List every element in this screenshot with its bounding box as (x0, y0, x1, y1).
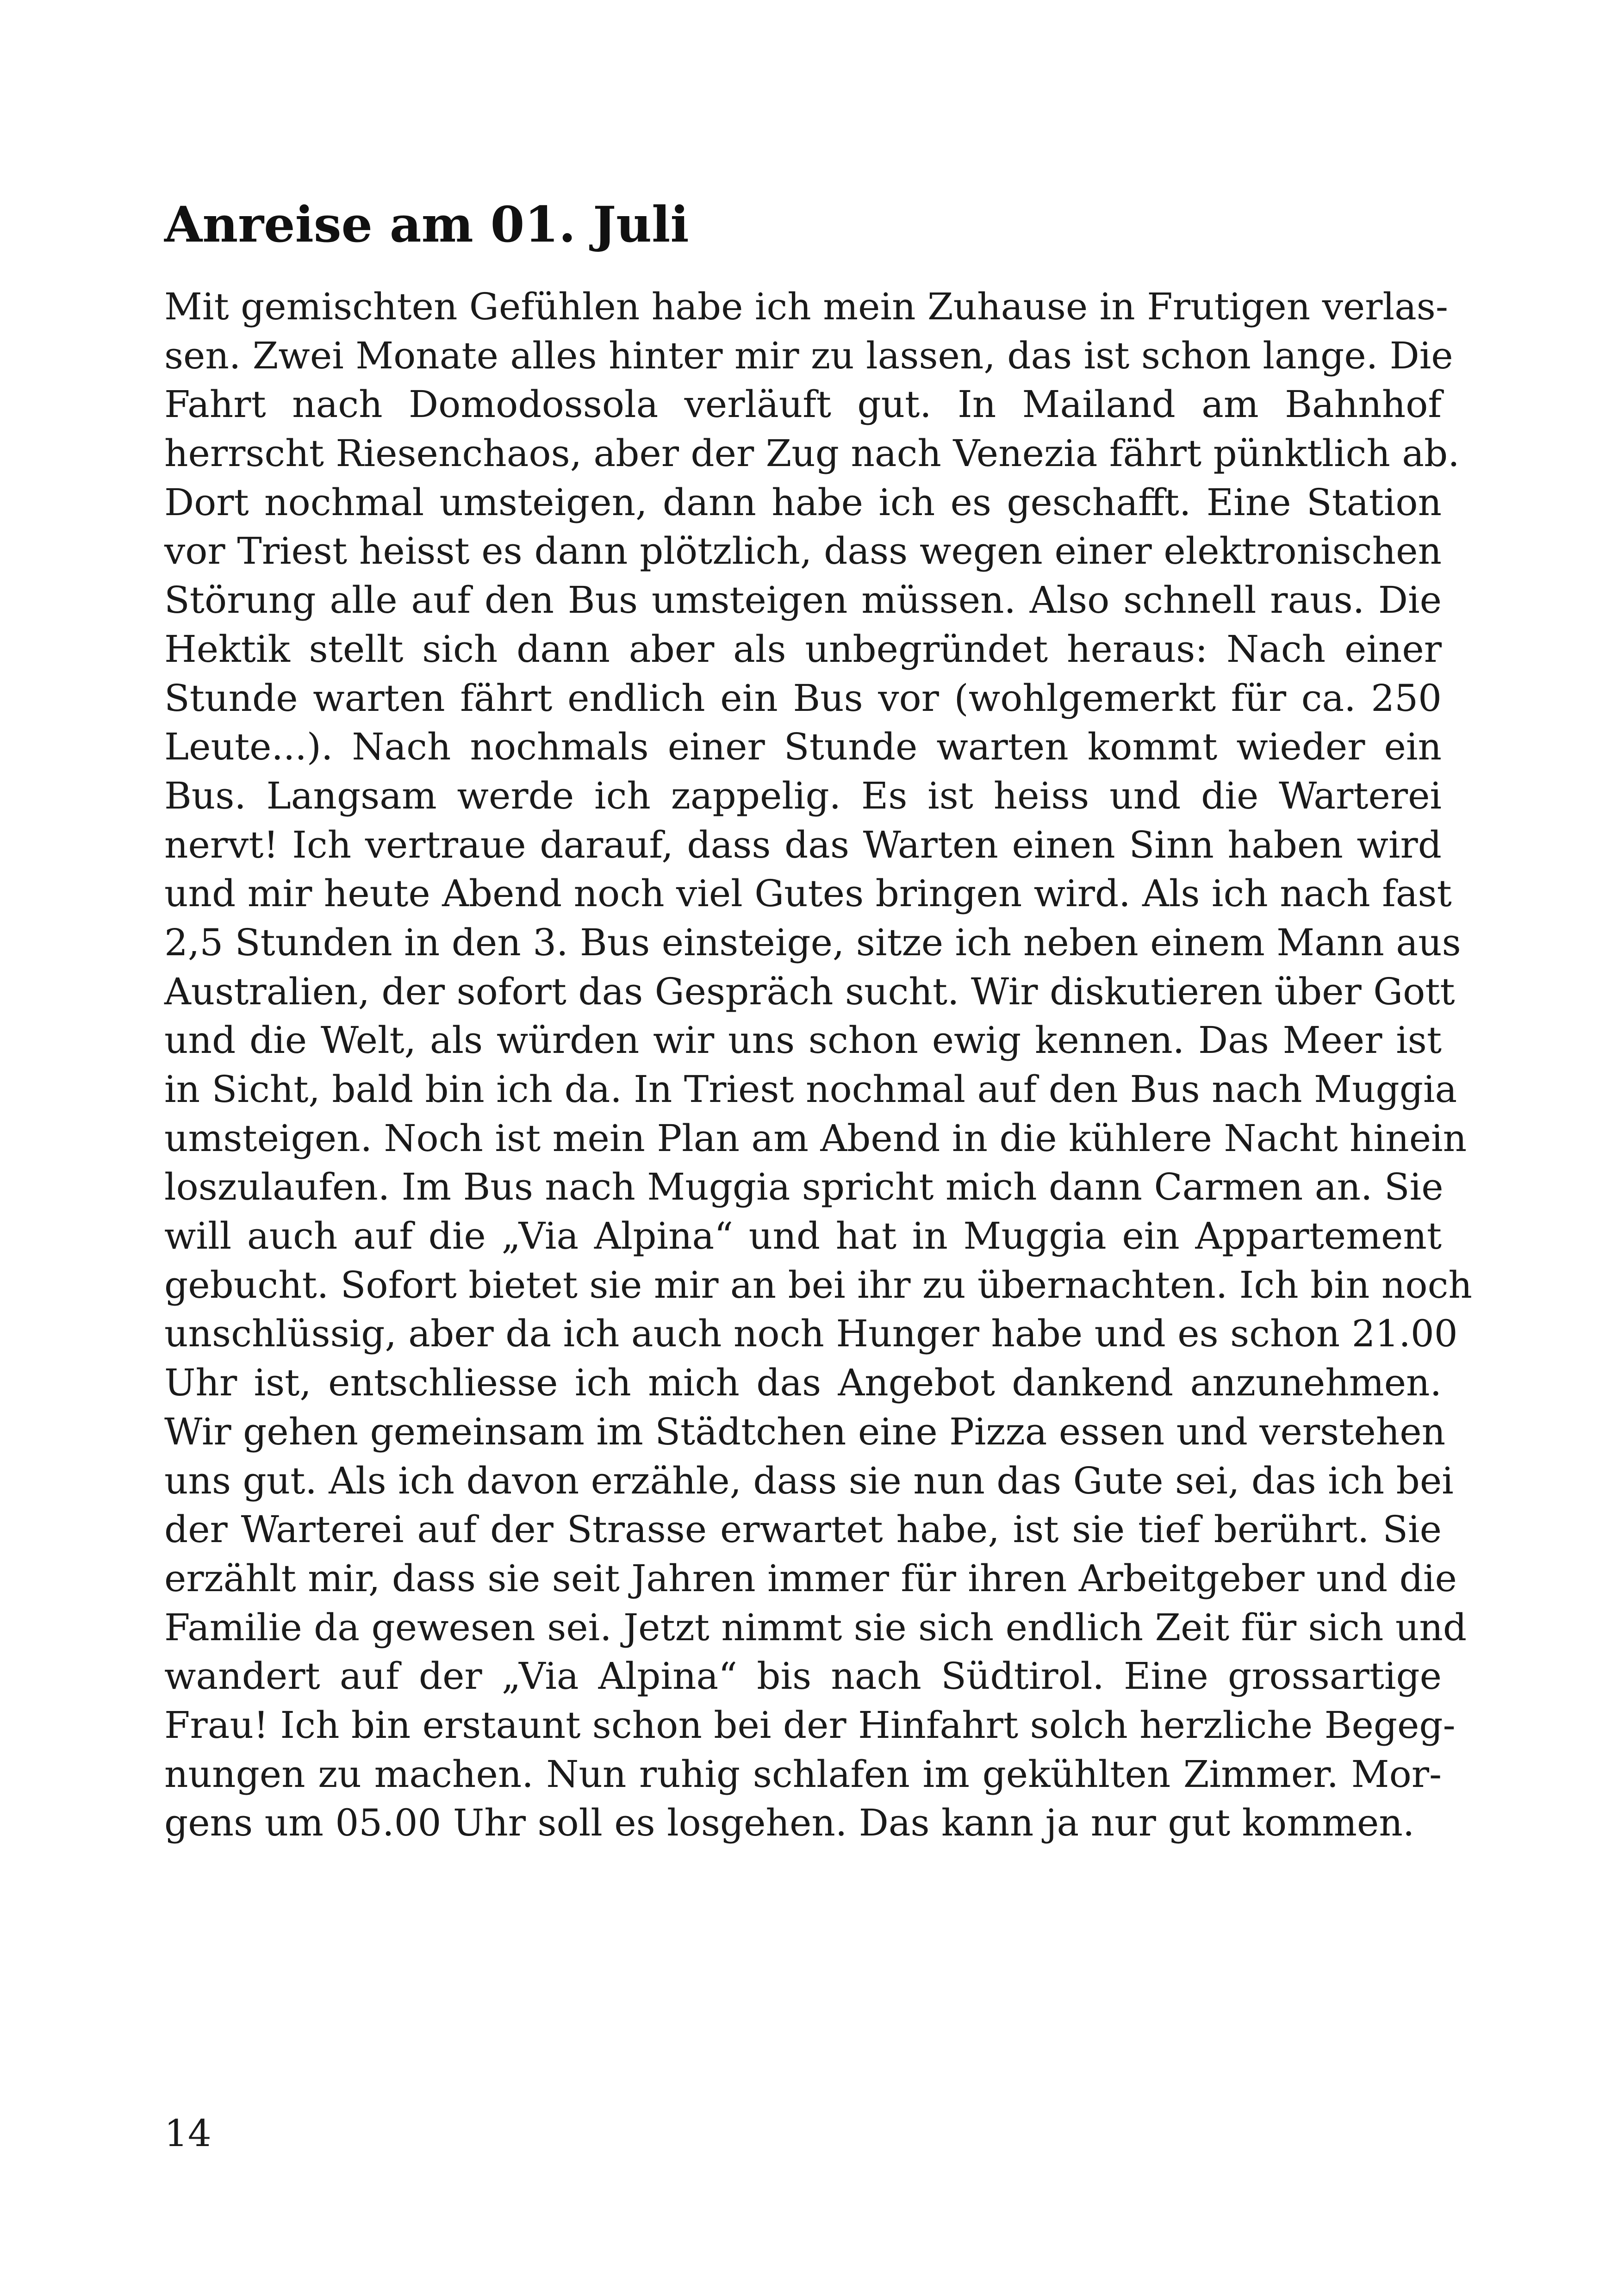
text-line: in Sicht, bald bin ich da. In Triest nochmal auf den Bus nach Muggia (164, 1068, 1457, 1111)
text-line: Australien, der sofort das Gespräch sucht. Wir diskutieren über Gott (164, 970, 1455, 1013)
text-line: erzählt mir, dass sie seit Jahren immer für ihren Arbeitgeber und die (164, 1556, 1457, 1600)
text-line: und die Welt, als würden wir uns schon ewig kennen. Das Meer ist (164, 1019, 1442, 1062)
text-line: vor Triest heisst es dann plötzlich, dass wegen einer elektronischen (164, 529, 1442, 573)
chapter-heading: Anreise am 01. Juli (164, 195, 689, 253)
text-line: Hektik stellt sich dann aber als unbegründet heraus: Nach einer (164, 627, 1442, 671)
text-line: wandert auf der „Via Alpina“ bis nach Südtirol. Eine grossartige (164, 1655, 1442, 1698)
text-line: Fahrt nach Domodossola verläuft gut. In Mailand am Bahnhof (164, 383, 1442, 426)
text-line: loszulaufen. Im Bus nach Muggia spricht mich dann Carmen an. Sie (164, 1165, 1444, 1209)
text-line: uns gut. Als ich davon erzähle, dass sie nun das Gute sei, das ich bei (164, 1459, 1454, 1502)
text-line: 2,5 Stunden in den 3. Bus einsteige, sitze ich neben einem Mann aus (164, 921, 1461, 964)
text-line: Stunde warten fährt endlich ein Bus vor (wohlgemerkt für ca. 250 (164, 676, 1442, 720)
body-paragraph (164, 282, 1472, 1848)
text-line: der Warterei auf der Strasse erwartet habe, ist sie tief berührt. Sie (164, 1508, 1442, 1551)
text-line: will auch auf die „Via Alpina“ und hat in Muggia ein Appartement (164, 1214, 1442, 1258)
text-line: Mit gemischten Gefühlen habe ich mein Zuhause in Frutigen verlas- (164, 285, 1448, 328)
text-line: Leute...). Nach nochmals einer Stunde warten kommt wieder ein (164, 725, 1442, 769)
text-line: gens um 05.00 Uhr soll es losgehen. Das kann ja nur gut kommen. (164, 1801, 1415, 1845)
text-line: Uhr ist, entschliesse ich mich das Angebot dankend anzunehmen. (164, 1361, 1442, 1405)
page-number: 14 (164, 2112, 212, 2155)
text-line: nervt! Ich vertraue darauf, dass das Warten einen Sinn haben wird (164, 823, 1442, 866)
text-line: nungen zu machen. Nun ruhig schlafen im gekühlten Zimmer. Mor- (164, 1752, 1442, 1796)
text-line: herrscht Riesenchaos, aber der Zug nach Venezia fährt pünktlich ab. (164, 432, 1460, 475)
text-line: sen. Zwei Monate alles hinter mir zu lassen, das ist schon lange. Die (164, 334, 1453, 377)
text-line: Bus. Langsam werde ich zappelig. Es ist heiss und die Warterei (164, 774, 1442, 817)
text-line: und mir heute Abend noch viel Gutes bringen wird. Als ich nach fast (164, 872, 1452, 915)
text-line: Familie da gewesen sei. Jetzt nimmt sie sich endlich Zeit für sich und (164, 1605, 1467, 1649)
text-line: Dort nochmal umsteigen, dann habe ich es geschafft. Eine Station (164, 480, 1442, 524)
text-line: umsteigen. Noch ist mein Plan am Abend in die kühlere Nacht hinein (164, 1116, 1467, 1160)
text-line: Störung alle auf den Bus umsteigen müssen. Also schnell raus. Die (164, 579, 1442, 622)
text-line: Wir gehen gemeinsam im Städtchen eine Pizza essen und verstehen (164, 1410, 1446, 1453)
text-line: gebucht. Sofort bietet sie mir an bei ihr zu übernachten. Ich bin noch (164, 1263, 1472, 1307)
text-line: Frau! Ich bin erstaunt schon bei der Hinfahrt solch herzliche Begeg- (164, 1703, 1456, 1747)
text-line: unschlüssig, aber da ich auch noch Hunger habe und es schon 21.00 (164, 1312, 1458, 1356)
